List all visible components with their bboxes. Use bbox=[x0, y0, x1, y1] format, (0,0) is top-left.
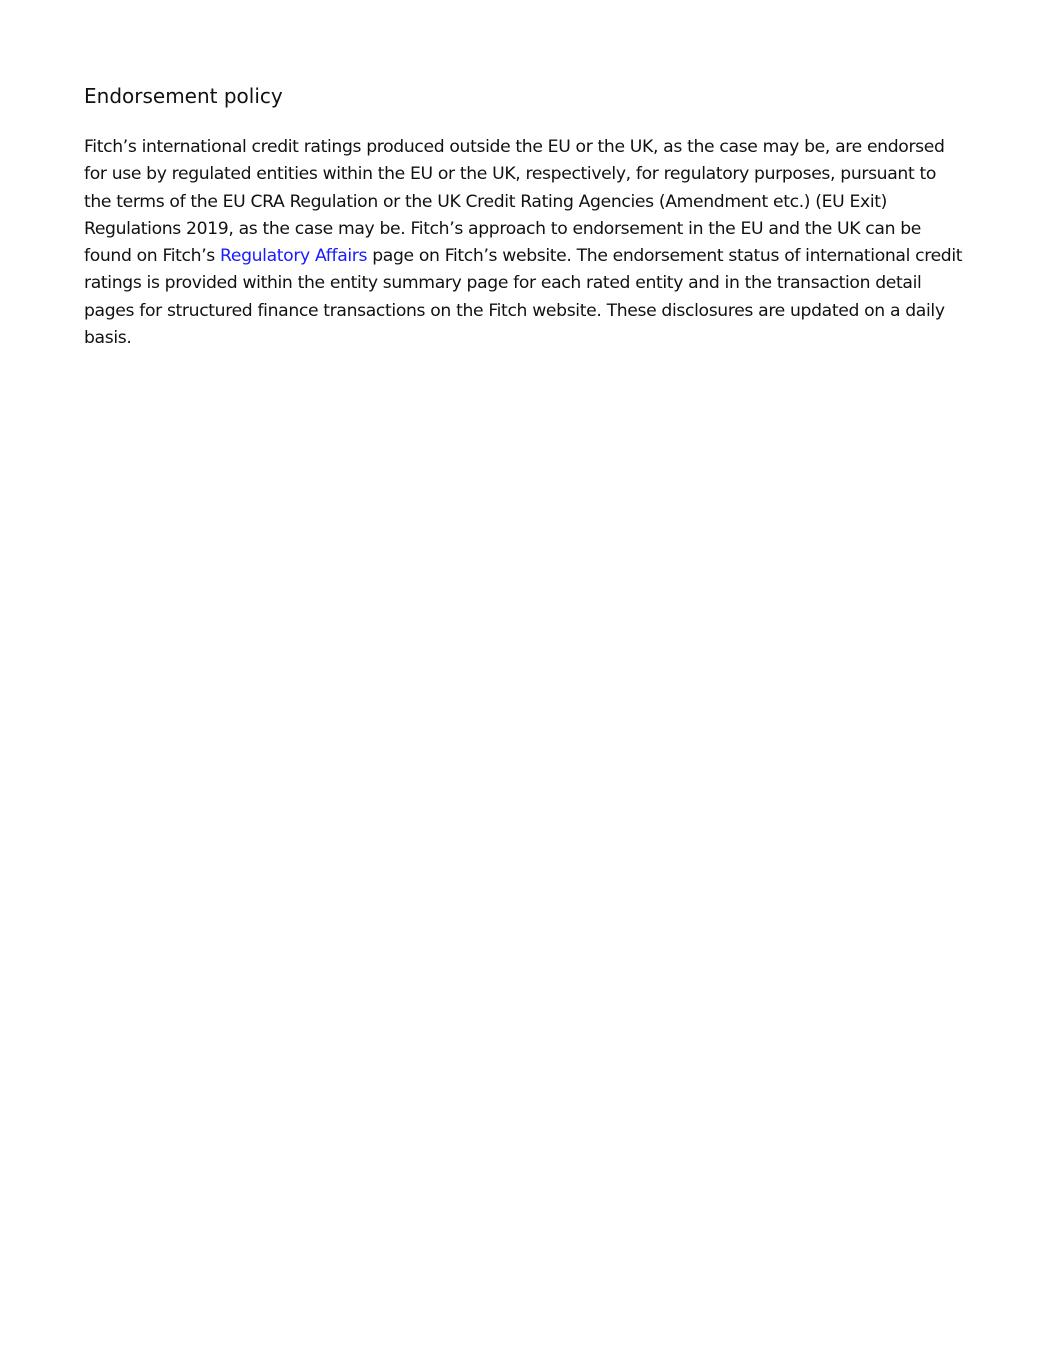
paragraph-text-end: page on Fitch’s website. The endorsement status of international credit ratings is provided within the entity summary page for each rated entity and in the transaction detail pages for structured finance transactions on the Fitch website. These disclosures are updated on a daily basis. bbox=[84, 246, 963, 349]
endorsement-paragraph bbox=[84, 134, 964, 352]
section-heading: Endorsement policy bbox=[84, 84, 283, 108]
paragraph-text: Fitch’s international credit ratings produced outside the EU or the UK, as the case may be, are endorsed for use by regulated entities within the EU or the UK, respectively, for regulatory purposes, pursuant to the terms of the EU CRA Regulation or the UK Credit Rating Agencies (Amendment etc.) (EU Exit) Regulations 2019, as the case may be. Fitch’s approach to endorsement in the EU and the UK can be found on Fitch’s bbox=[84, 137, 945, 267]
regulatory-affairs-link[interactable]: Regulatory Affairs bbox=[220, 246, 368, 267]
